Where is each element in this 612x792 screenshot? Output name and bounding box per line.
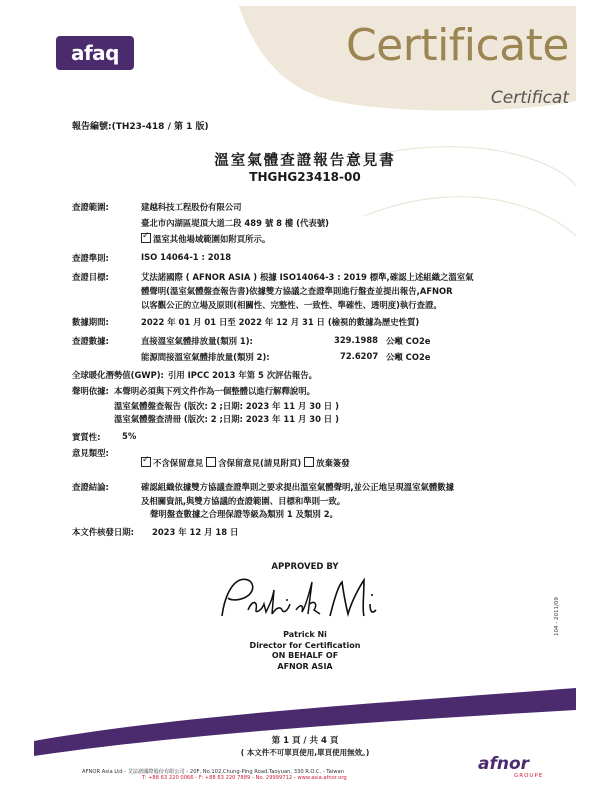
basis-report: 溫室氣體盤查報告 (版次: 2 ;日期: 2023 年 11 月 30 日 ): [114, 401, 339, 411]
certificate-title: Certificate: [345, 20, 569, 71]
opinion-options: ✓不含保留意見 含保留意見(請見附頁) 放棄簽發: [141, 457, 350, 469]
conclusion-line-1: 確認組織依據雙方協議查證準則之要求提出溫室氣體聲明,並公正地呈現溫室氣體數據: [141, 482, 455, 492]
basis-list: 溫室氣體盤查清冊 (版次: 2 ;日期: 2023 年 11 月 30 日 ): [114, 414, 339, 424]
indirect-emission-unit: 公噸 CO2e: [386, 352, 431, 362]
checkbox-unchecked: [206, 457, 216, 467]
footer-address: AFNOR Asia Ltd - 艾法諾國際股份有限公司 - 20F, No.102,Chung-Ping Road,Taoyuan, 330 R.O.C. - Taiwan: [82, 769, 344, 775]
indirect-emission-value: 72.6207: [340, 351, 379, 361]
gwp-label: 全球暖化潛勢值(GWP):: [72, 370, 164, 380]
gwp-value: 引用 IPCC 2013 年第 5 次評估報告。: [168, 370, 318, 380]
materiality-label: 實質性:: [72, 432, 101, 442]
basis-label: 聲明依據:: [72, 386, 109, 396]
signer-behalf: ON BEHALF OF: [271, 651, 339, 660]
objective-label: 查證目標:: [72, 272, 109, 282]
signature: [214, 570, 404, 630]
direct-emission-value: 329.1988: [334, 335, 378, 345]
period-label: 數據期間:: [72, 317, 109, 327]
report-number: 報告編號:(TH23-418 / 第 1 版): [72, 122, 209, 132]
opinion-label: 意見類型:: [72, 448, 109, 458]
signer-block: [34, 630, 576, 672]
indirect-emission-label: 能源間接溫室氣體排放量(類別 2):: [141, 352, 270, 362]
conclusion-line-3: 聲明盤查數據之合理保證等級為類別 1 及類別 2。: [150, 509, 338, 519]
footer-contact: T: +88 63 220 0066 - F: +88 63 220 7889 - No. 29999712 - www.asia.afnor.org: [142, 775, 347, 781]
signer-role: Director for Certification: [249, 640, 361, 650]
materiality-value: 5%: [122, 431, 137, 441]
approved-by-label: APPROVED BY: [271, 562, 339, 572]
data-label: 查證數據:: [72, 336, 109, 346]
page-number: 第 1 頁 / 共 4 頁: [271, 736, 339, 746]
basis-intro: 本聲明必須與下列文件作為一個整體以進行解釋說明。: [114, 386, 315, 396]
scope-label: 查證範圍:: [72, 202, 109, 212]
objective-line-2: 體聲明(溫室氣體盤查報告書)依據雙方協議之查證準則進行盤查並提出報告,AFNOR: [141, 286, 453, 296]
afnor-logo: afnor: [478, 754, 530, 774]
objective-line-1: 艾法諾國際 ( AFNOR ASIA ) 根據 ISO14064-3 : 2019 標準,確認上述組織之溫室氣: [141, 272, 474, 282]
scope-address: 臺北市內湖區堤頂大道二段 489 號 8 樓 (代表號): [141, 218, 329, 228]
issue-date-label: 本文件核發日期:: [72, 527, 134, 537]
direct-emission-label: 直接溫室氣體排放量(類別 1):: [141, 336, 253, 346]
checkbox-checked: [141, 233, 151, 243]
afaq-logo: afaq: [56, 36, 134, 70]
standard-value: ISO 14064-1 : 2018: [141, 252, 232, 262]
certificate-subtitle: Certificat: [490, 88, 569, 108]
direct-emission-unit: 公噸 CO2e: [386, 336, 431, 346]
scope-other-sites: ✓溫室其他場域範圍如附頁所示。: [141, 233, 270, 245]
conclusion-label: 查證結論:: [72, 482, 109, 492]
page-note: ( 本文件不可單頁使用,單頁使用無效。): [240, 748, 370, 757]
document-code: THGHG23418-00: [249, 170, 361, 184]
checkbox-checked: [141, 457, 151, 467]
issue-date-value: 2023 年 12 月 18 日: [152, 527, 239, 537]
checkbox-unchecked: [304, 457, 314, 467]
certificate-page: [34, 6, 576, 786]
objective-line-3: 以客觀公正的立場及原則(相關性、完整性、一致性、準確性、透明度)執行查證。: [141, 300, 442, 310]
signer-name: Patrick Ni: [283, 630, 327, 639]
document-title: 溫室氣體查證報告意見書: [214, 153, 396, 169]
form-code: 104 - 2011/09: [554, 597, 560, 636]
afnor-groupe-label: GROUPE: [514, 773, 544, 779]
signer-org: AFNOR ASIA: [277, 661, 333, 671]
conclusion-line-2: 及相關資訊,與雙方協議的查證範圍、目標和準則一致。: [141, 496, 346, 506]
period-value: 2022 年 01 月 01 日至 2022 年 12 月 31 日 (檢視的數據為歷史性質): [141, 317, 420, 327]
scope-company: 建越科技工程股份有限公司: [141, 202, 242, 212]
standard-label: 查證準則:: [72, 253, 109, 263]
